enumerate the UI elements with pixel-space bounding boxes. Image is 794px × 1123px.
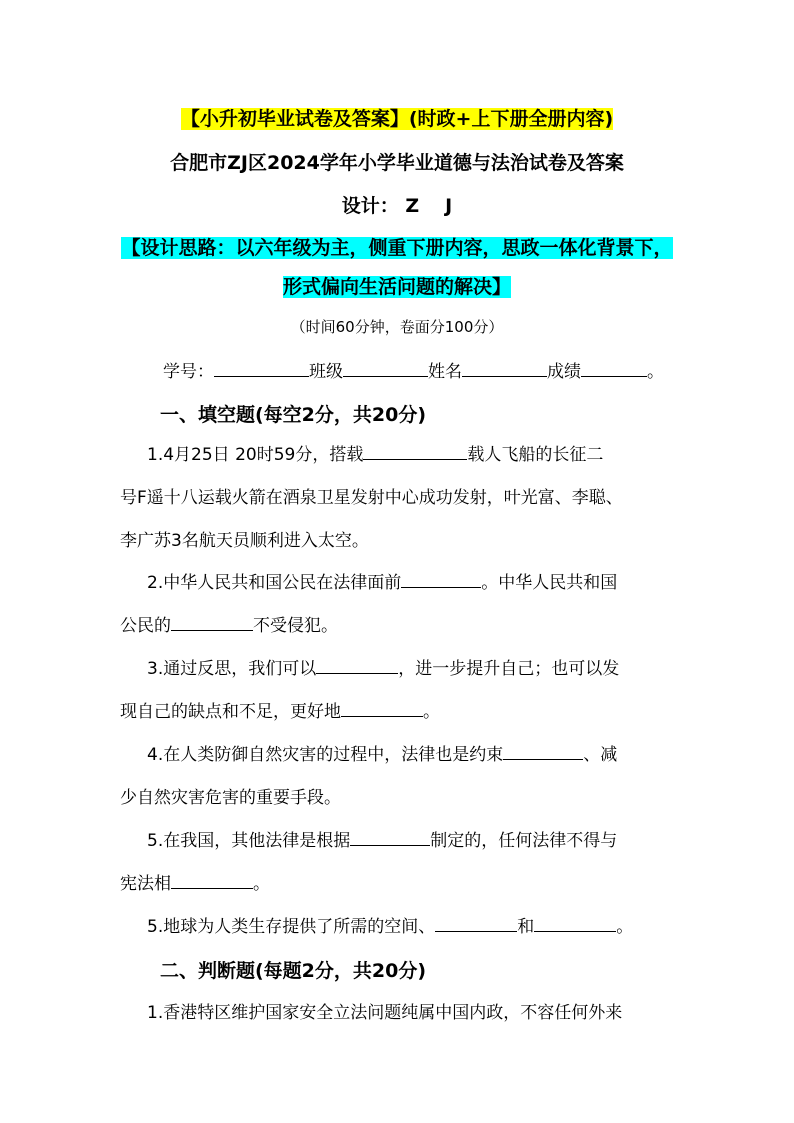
q2-line2: 公民的 不受侵犯。	[120, 616, 338, 636]
q1-line2: 号F遥十八运载火箭在酒泉卫星发射中心成功发射，叶光富、李聪、	[120, 488, 623, 508]
q3-line2: 现自己的缺点和不足，更好地 。	[120, 702, 440, 722]
name-label: 姓名	[428, 362, 462, 382]
q4-line1: 4.在人类防御自然灾害的过程中，法律也是约束 、减	[147, 745, 618, 765]
q6-blank2[interactable]	[534, 915, 616, 932]
design-idea-text2: 形式偏向生活问题的解决】	[282, 276, 511, 298]
time-note: （时间60分钟，卷面分100分）	[290, 318, 504, 336]
designer-line	[0, 191, 794, 218]
q1-line3: 李广苏3名航天员顺利进入太空。	[120, 531, 369, 551]
q1-blank[interactable]	[363, 443, 467, 460]
q3-line1: 3.通过反思，我们可以 ，进一步提升自己；也可以发	[147, 659, 620, 679]
q6-blank1[interactable]	[435, 915, 517, 932]
design-idea-line2	[0, 272, 794, 299]
q2-line1: 2.中华人民共和国公民在法律面前 。中华人民共和国	[147, 573, 618, 593]
designer-label: 设计：	[341, 195, 399, 217]
q2-blank2[interactable]	[171, 614, 253, 631]
name-blank[interactable]	[462, 359, 547, 377]
q3-blank1[interactable]	[316, 657, 398, 674]
exam-title	[0, 104, 794, 131]
class-blank[interactable]	[343, 359, 428, 377]
score-label: 成绩	[547, 362, 581, 382]
q6-line1: 5.地球为人类生存提供了所需的空间、 和 。	[147, 917, 634, 937]
score-blank[interactable]	[581, 359, 647, 377]
design-idea-text1: 【设计思路：以六年级为主，侧重下册内容，思政一体化背景下，	[121, 237, 673, 259]
end-mark: 。	[647, 362, 664, 382]
q5-blank2[interactable]	[171, 872, 253, 889]
s2-q1-line1: 1.香港特区维护国家安全立法问题纯属中国内政，不容任何外来	[147, 1003, 623, 1023]
q5-blank1[interactable]	[350, 829, 430, 846]
designer-z: Z	[405, 195, 420, 217]
student-id-blank[interactable]	[214, 359, 309, 377]
q2-blank1[interactable]	[401, 571, 481, 588]
q4-line2: 少自然灾害危害的重要手段。	[120, 788, 341, 808]
class-label: 班级	[309, 362, 343, 382]
exam-subtitle: 合肥市ZJ区2024学年小学毕业道德与法治试卷及答案	[170, 152, 624, 174]
section2-title: 二、判断题(每题2分，共20分)	[160, 960, 427, 982]
q1-line1: 1.4月25日 20时59分，搭载 载人飞船的长征二	[147, 445, 604, 465]
q3-blank2[interactable]	[341, 700, 423, 717]
section1-title: 一、填空题(每空2分，共20分)	[160, 404, 427, 426]
student-id-label: 学号：	[163, 362, 214, 382]
q5-line1: 5.在我国，其他法律是根据 制定的，任何法律不得与	[147, 831, 618, 851]
designer-j: J	[445, 195, 453, 217]
q5-line2: 宪法相 。	[120, 874, 270, 894]
exam-title-text: 【小升初毕业试卷及答案】(时政+上下册全册内容)	[180, 108, 614, 130]
q4-blank[interactable]	[503, 743, 583, 760]
design-idea-line1	[0, 233, 794, 260]
student-info-line	[163, 357, 664, 382]
